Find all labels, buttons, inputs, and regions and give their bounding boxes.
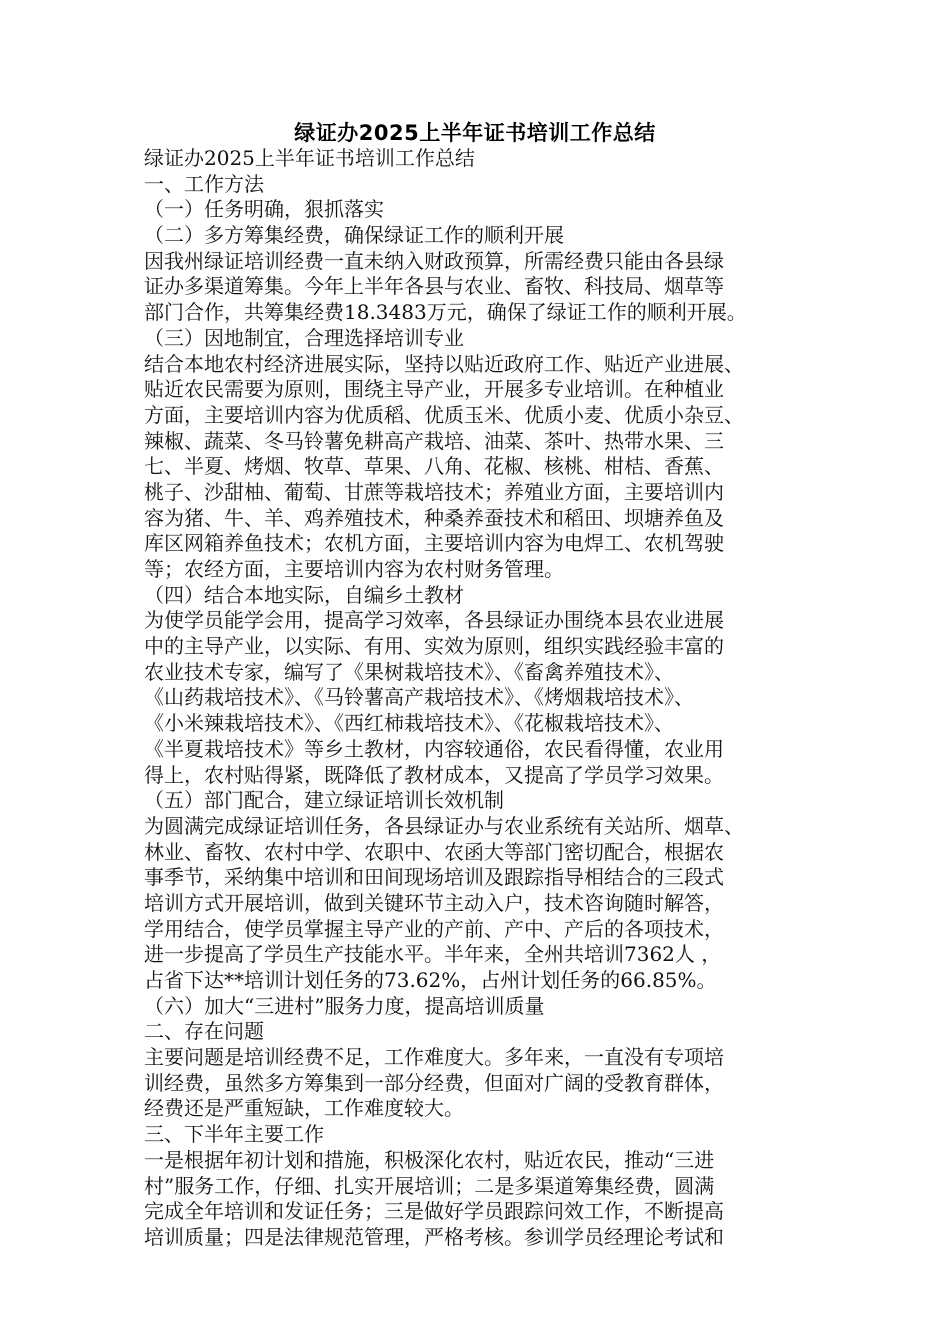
text-line: 三、下半年主要工作 [144, 1122, 324, 1147]
text-line: 培训质量；四是法律规范管理，严格考核。参训学员经理论考试和 [144, 1224, 724, 1249]
text-line: 学用结合，使学员掌握主导产业的产前、产中、产后的各项技术， [144, 916, 724, 941]
text-line: 证办多渠道筹集。今年上半年各县与农业、畜牧、科技局、烟草等 [144, 274, 724, 299]
text-line: 容为猪、牛、羊、鸡养殖技术，种桑养蚕技术和稻田、坝塘养鱼及 [144, 505, 724, 530]
text-line: 占省下达**培训计划任务的73.62%，占州计划任务的66.85%。 [144, 968, 717, 992]
text-line: 《山药栽培技术》、《马铃薯高产栽培技术》、《烤烟栽培技术》、 [144, 685, 694, 710]
document-title: 绿证办2025上半年证书培训工作总结 [294, 121, 656, 145]
text-line: 训经费，虽然多方筹集到一部分经费，但面对广阔的受教育群体， [144, 1070, 724, 1095]
text-line: 方面，主要培训内容为优质稻、优质玉米、优质小麦、优质小杂豆、 [144, 402, 744, 427]
text-line: 进一步提高了学员生产技能水平。半年来，全州共培训7362人 ， [144, 942, 722, 967]
text-line: 桃子、沙甜柚、葡萄、甘蔗等栽培技术；养殖业方面，主要培训内 [144, 479, 724, 504]
text-line: 七、半夏、烤烟、牧草、草果、八角、花椒、核桃、柑桔、香蕉、 [144, 454, 724, 479]
text-line: 等；农经方面，主要培训内容为农村财务管理。 [144, 557, 564, 581]
text-line: 《半夏栽培技术》等乡土教材，内容较通俗，农民看得懂，农业用 [144, 736, 724, 761]
document-body [144, 146, 808, 1251]
text-line: 完成全年培训和发证任务；三是做好学员跟踪问效工作，不断提高 [144, 1199, 724, 1224]
text-line: 为使学员能学会用，提高学习效率，各县绿证办围绕本县农业进展 [144, 608, 724, 633]
text-line: 得上，农村贴得紧，既降低了教材成本，又提高了学员学习效果。 [144, 762, 724, 787]
text-line: 结合本地农村经济进展实际，坚持以贴近政府工作、贴近产业进展、 [144, 351, 744, 376]
text-line: 一是根据年初计划和措施，积极深化农村，贴近农民，推动“三进 [144, 1147, 715, 1172]
text-line: 农业技术专家，编写了《果树栽培技术》、《畜禽养殖技术》、 [144, 659, 674, 684]
text-line: 贴近农民需要为原则，围绕主导产业，开展多专业培训。在种植业 [144, 377, 724, 402]
text-line: 事季节，采纳集中培训和田间现场培训及跟踪指导相结合的三段式 [144, 865, 724, 890]
text-line: 辣椒、蔬菜、冬马铃薯免耕高产栽培、油菜、茶叶、热带水果、三 [144, 428, 724, 453]
text-line: （六）加大“三进村”服务力度，提高培训质量 [144, 993, 545, 1018]
text-line: 一、工作方法 [144, 171, 264, 196]
text-line: 为圆满完成绿证培训任务，各县绿证办与农业系统有关站所、烟草、 [144, 813, 744, 838]
text-line: 库区网箱养鱼技术；农机方面，主要培训内容为电焊工、农机驾驶 [144, 531, 724, 556]
text-line: 主要问题是培训经费不足，工作难度大。多年来，一直没有专项培 [144, 1045, 724, 1070]
text-line: 部门合作，共筹集经费18.3483万元，确保了绿证工作的顺利开展。 [144, 300, 747, 325]
text-line: （三）因地制宜，合理选择培训专业 [144, 325, 464, 350]
text-line: 培训方式开展培训，做到关键环节主动入户，技术咨询随时解答， [144, 890, 724, 915]
text-line: （一）任务明确，狠抓落实 [144, 197, 384, 222]
text-line: 因我州绿证培训经费一直未纳入财政预算，所需经费只能由各县绿 [144, 248, 724, 273]
text-line: （二）多方筹集经费，确保绿证工作的顺利开展 [144, 223, 564, 248]
text-line: （四）结合本地实际，自编乡土教材 [144, 582, 464, 607]
text-line: （五）部门配合，建立绿证培训长效机制 [144, 788, 504, 813]
text-line: 村”服务工作，仔细、扎实开展培训；二是多渠道筹集经费，圆满 [144, 1173, 715, 1198]
text-line: 林业、畜牧、农村中学、农职中、农函大等部门密切配合，根据农 [144, 839, 724, 864]
text-line: 绿证办2025上半年证书培训工作总结 [144, 146, 475, 170]
text-line: 经费还是严重短缺，工作难度较大。 [144, 1096, 464, 1121]
text-line: 《小米辣栽培技术》、《西红柿栽培技术》、《花椒栽培技术》、 [144, 711, 674, 736]
text-line: 二、存在问题 [144, 1019, 264, 1044]
text-line: 中的主导产业，以实际、有用、实效为原则，组织实践经验丰富的 [144, 634, 724, 659]
